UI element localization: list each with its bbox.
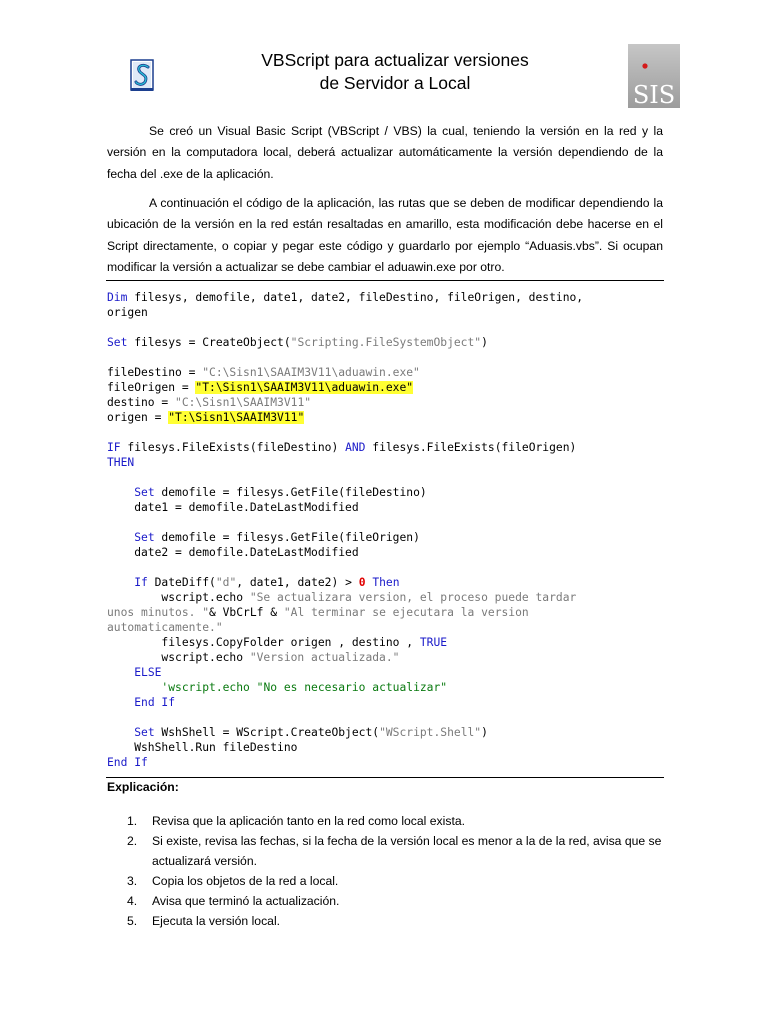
title-line-2: de Servidor a Local bbox=[319, 73, 471, 93]
code-line bbox=[107, 365, 667, 380]
code-token bbox=[107, 726, 134, 739]
code-token: fileOrigen = bbox=[107, 381, 196, 394]
code-token bbox=[107, 696, 134, 709]
step-text: Ejecuta la versión local. bbox=[152, 914, 281, 928]
code-token: ) bbox=[481, 336, 488, 349]
code-line bbox=[107, 335, 667, 350]
code-bottom-divider bbox=[106, 777, 664, 778]
code-line bbox=[107, 725, 667, 740]
code-token: ELSE bbox=[134, 666, 162, 679]
code-line bbox=[107, 635, 667, 650]
code-token: "Al terminar se ejecutara la version bbox=[283, 606, 529, 619]
explanation-step bbox=[127, 831, 667, 871]
document-title bbox=[180, 49, 610, 95]
code-token: WshShell = WScript.CreateObject( bbox=[154, 726, 380, 739]
code-line bbox=[107, 545, 667, 560]
code-token: , date1, date2) > bbox=[236, 576, 359, 589]
code-line bbox=[107, 455, 667, 470]
explanation-step bbox=[127, 811, 667, 831]
code-token: Set bbox=[134, 726, 155, 739]
code-token bbox=[107, 666, 134, 679]
intro-paragraph bbox=[107, 121, 663, 185]
code-line bbox=[107, 650, 667, 665]
code-line bbox=[107, 395, 667, 410]
code-line bbox=[107, 410, 667, 425]
code-line bbox=[107, 470, 667, 485]
code-token: automaticamente." bbox=[107, 621, 223, 634]
code-token: IF bbox=[107, 441, 121, 454]
code-token: origen = bbox=[107, 411, 169, 424]
code-token: & VbCrLf & bbox=[209, 606, 284, 619]
code-token: End If bbox=[134, 696, 176, 709]
code-token: ) bbox=[481, 726, 488, 739]
code-line bbox=[107, 350, 667, 365]
code-line bbox=[107, 605, 667, 620]
code-token: "C:\Sisn1\SAAIM3V11\aduawin.exe" bbox=[202, 366, 420, 379]
code-token: End If bbox=[107, 756, 148, 769]
code-line bbox=[107, 485, 667, 500]
code-line bbox=[107, 500, 667, 515]
code-line bbox=[107, 290, 667, 305]
code-token: If bbox=[134, 576, 148, 589]
code-token: TRUE bbox=[419, 636, 448, 649]
code-line bbox=[107, 575, 667, 590]
code-token: filesys.FileExists(fileOrigen) bbox=[365, 441, 577, 454]
code-token: wscript.echo bbox=[107, 651, 250, 664]
code-token bbox=[107, 576, 134, 589]
code-block bbox=[107, 290, 667, 770]
code-line bbox=[107, 530, 667, 545]
code-token bbox=[107, 531, 134, 544]
step-number: 3. bbox=[127, 874, 138, 888]
step-number: 2. bbox=[127, 834, 138, 848]
highlighted-path: "T:\Sisn1\SAAIM3V11\aduawin.exe" bbox=[195, 381, 414, 394]
code-token: WshShell.Run fileDestino bbox=[107, 741, 298, 754]
instructions-text: A continuación el código de la aplicación, las rutas que se deben de modificar dependiendo la ubicación de la versión en la red están resaltadas en amarillo, esta modificación debe hacerse en el Script directamente, o copiar y pegar este código y guardarlo por ejemplo “Aduasis.vbs”. Si ocupan modificar la versión a actualizar se debe cambiar el aduawin.exe por otro. bbox=[107, 196, 663, 274]
code-token: "Scripting.FileSystemObject" bbox=[290, 336, 482, 349]
code-token: filesys, demofile, date1, date2, fileDestino, fileOrigen, destino, bbox=[127, 291, 584, 304]
code-line bbox=[107, 665, 667, 680]
step-text: Copia los objetos de la red a local. bbox=[152, 874, 339, 888]
code-token: wscript.echo bbox=[107, 591, 250, 604]
company-logo bbox=[628, 44, 680, 108]
code-token: Then bbox=[372, 576, 400, 589]
code-line bbox=[107, 680, 667, 695]
code-token: DateDiff( bbox=[147, 576, 216, 589]
code-line bbox=[107, 380, 667, 395]
explanation-step bbox=[127, 871, 667, 891]
code-line bbox=[107, 515, 667, 530]
step-number: 1. bbox=[127, 814, 138, 828]
code-token: filesys.CopyFolder origen , destino , bbox=[107, 636, 420, 649]
explanation-step bbox=[127, 911, 667, 931]
code-token: 'wscript.echo "No es necesario actualizar" bbox=[161, 681, 448, 694]
code-token: filesys = CreateObject( bbox=[127, 336, 291, 349]
code-line bbox=[107, 320, 667, 335]
code-token: "C:\Sisn1\SAAIM3V11" bbox=[175, 396, 312, 409]
code-token: Set bbox=[134, 486, 155, 499]
code-line bbox=[107, 740, 667, 755]
code-line bbox=[107, 440, 667, 455]
code-token: "Se actualizara version, el proceso puede tardar bbox=[249, 591, 577, 604]
step-text: Avisa que terminó la actualización. bbox=[152, 894, 340, 908]
code-token: demofile = filesys.GetFile(fileDestino) bbox=[154, 486, 427, 499]
explanation-steps bbox=[127, 811, 667, 931]
code-token: date2 = demofile.DateLastModified bbox=[107, 546, 359, 559]
code-token: unos minutos. " bbox=[107, 606, 210, 619]
code-token: Set bbox=[134, 531, 155, 544]
code-line bbox=[107, 590, 667, 605]
code-token: THEN bbox=[107, 456, 135, 469]
script-file-icon bbox=[128, 58, 160, 94]
code-token: 0 bbox=[358, 576, 366, 589]
code-token: "Version actualizada." bbox=[249, 651, 400, 664]
code-token: AND bbox=[345, 441, 366, 454]
code-line bbox=[107, 695, 667, 710]
title-line-1: VBScript para actualizar versiones bbox=[261, 50, 529, 70]
explanation-heading: Explicación: bbox=[107, 780, 179, 794]
code-token: Set bbox=[107, 336, 128, 349]
code-token: origen bbox=[107, 306, 148, 319]
code-token: filesys.FileExists(fileDestino) bbox=[120, 441, 346, 454]
code-token: destino = bbox=[107, 396, 176, 409]
code-token bbox=[107, 486, 134, 499]
code-token: demofile = filesys.GetFile(fileOrigen) bbox=[154, 531, 420, 544]
highlighted-path: "T:\Sisn1\SAAIM3V11" bbox=[168, 411, 305, 424]
logo-text: SIS bbox=[632, 81, 676, 108]
code-line bbox=[107, 710, 667, 725]
instructions-paragraph bbox=[107, 193, 663, 278]
code-line bbox=[107, 755, 667, 770]
code-token: fileDestino = bbox=[107, 366, 203, 379]
code-token: Dim bbox=[107, 291, 128, 304]
code-token: "WScript.Shell" bbox=[379, 726, 482, 739]
code-line bbox=[107, 425, 667, 440]
step-number: 4. bbox=[127, 894, 138, 908]
code-line bbox=[107, 620, 667, 635]
step-text: Revisa que la aplicación tanto en la red como local exista. bbox=[152, 814, 465, 828]
code-line bbox=[107, 305, 667, 320]
code-token: date1 = demofile.DateLastModified bbox=[107, 501, 359, 514]
code-line bbox=[107, 560, 667, 575]
explanation-step bbox=[127, 891, 667, 911]
step-text: Si existe, revisa las fechas, si la fecha de la versión local es menor a la de la red, avisa que se actualizará versión. bbox=[152, 834, 662, 868]
code-token bbox=[107, 681, 161, 694]
intro-text: Se creó un Visual Basic Script (VBScript / VBS) la cual, teniendo la versión en la red y la versión en la computadora local, deberá actualizar automáticamente la versión dependiendo de la fecha del .exe de la aplicación. bbox=[107, 124, 663, 181]
code-top-divider bbox=[106, 280, 664, 281]
code-token: "d" bbox=[215, 576, 237, 589]
step-number: 5. bbox=[127, 914, 138, 928]
